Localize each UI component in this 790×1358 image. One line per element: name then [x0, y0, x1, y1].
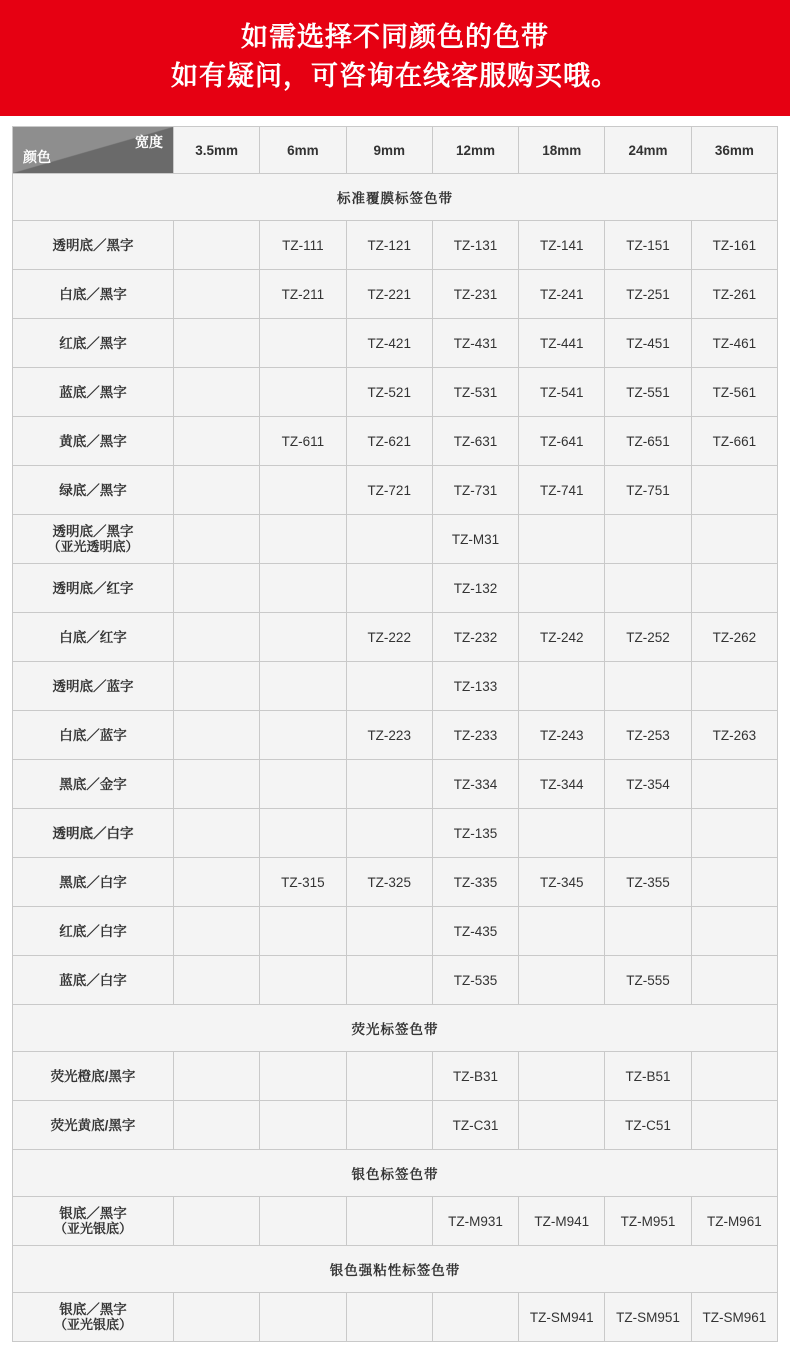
empty-cell: [519, 907, 605, 956]
empty-cell: [346, 809, 432, 858]
table-header-row: [13, 127, 778, 174]
empty-cell: [605, 809, 691, 858]
tape-model-code: TZ-651: [605, 417, 691, 466]
tape-model-code: TZ-252: [605, 613, 691, 662]
tape-model-code: TZ-451: [605, 319, 691, 368]
tape-color-swatch: [13, 270, 174, 319]
tape-color-sublabel: （亚光银底）: [53, 1220, 132, 1236]
tape-color-swatch: [13, 858, 174, 907]
tape-model-code: TZ-251: [605, 270, 691, 319]
section-header-row: [13, 174, 778, 221]
empty-cell: [260, 956, 346, 1005]
banner-line-2: 如有疑问，可咨询在线客服购买哦。: [171, 61, 619, 92]
tape-color-label: 绿底／黑字: [59, 482, 127, 498]
tape-color-swatch: [13, 221, 174, 270]
tape-color-swatch: [13, 466, 174, 515]
tape-model-code: TZ-223: [346, 711, 432, 760]
empty-cell: [346, 515, 432, 564]
empty-cell: [174, 662, 260, 711]
empty-cell: [691, 515, 777, 564]
empty-cell: [346, 1293, 432, 1342]
table-row: [13, 417, 778, 466]
tape-model-code: TZ-141: [519, 221, 605, 270]
tape-model-code: TZ-135: [432, 809, 518, 858]
column-header-size-2: 6mm: [260, 127, 346, 174]
tape-model-code: TZ-121: [346, 221, 432, 270]
empty-cell: [605, 662, 691, 711]
empty-cell: [519, 956, 605, 1005]
tape-model-code: TZ-M941: [519, 1197, 605, 1246]
empty-cell: [260, 564, 346, 613]
section-title-4: 银色强粘性标签色带: [13, 1246, 778, 1293]
corner-width-label: 宽度: [135, 134, 163, 151]
tape-model-code: TZ-132: [432, 564, 518, 613]
tape-model-code: TZ-231: [432, 270, 518, 319]
table-row: [13, 662, 778, 711]
tape-color-swatch: [13, 1101, 174, 1150]
tape-model-code: TZ-461: [691, 319, 777, 368]
promo-banner: [0, 0, 790, 116]
tape-model-code: TZ-M931: [432, 1197, 518, 1246]
empty-cell: [260, 1197, 346, 1246]
column-header-size-1: 3.5mm: [174, 127, 260, 174]
tape-model-code: TZ-B51: [605, 1052, 691, 1101]
empty-cell: [174, 760, 260, 809]
empty-cell: [519, 1052, 605, 1101]
empty-cell: [691, 956, 777, 1005]
empty-cell: [691, 1052, 777, 1101]
tape-model-code: TZ-263: [691, 711, 777, 760]
table-row: [13, 515, 778, 564]
tape-color-label: 红底／白字: [59, 923, 127, 939]
tape-model-code: TZ-535: [432, 956, 518, 1005]
tape-model-code: TZ-721: [346, 466, 432, 515]
tape-color-label: 红底／黑字: [59, 335, 127, 351]
table-row: [13, 466, 778, 515]
empty-cell: [605, 907, 691, 956]
section-title-3: 银色标签色带: [13, 1150, 778, 1197]
column-header-size-4: 12mm: [432, 127, 518, 174]
tape-model-code: TZ-M31: [432, 515, 518, 564]
empty-cell: [691, 858, 777, 907]
tape-model-code: TZ-M961: [691, 1197, 777, 1246]
tape-model-code: TZ-C31: [432, 1101, 518, 1150]
empty-cell: [519, 564, 605, 613]
tape-model-code: TZ-621: [346, 417, 432, 466]
tape-color-label: 透明底／黑字: [52, 237, 134, 253]
empty-cell: [260, 613, 346, 662]
column-header-size-7: 36mm: [691, 127, 777, 174]
tape-color-swatch: [13, 956, 174, 1005]
tape-color-sublabel: （亚光银底）: [53, 1316, 132, 1332]
banner-line-1: 如需选择不同颜色的色带: [241, 22, 549, 52]
tape-color-label: 蓝底／白字: [59, 972, 127, 988]
empty-cell: [174, 564, 260, 613]
section-header-row: [13, 1005, 778, 1052]
tape-color-label: 黄底／黑字: [59, 433, 127, 449]
table-row: [13, 711, 778, 760]
table-row: [13, 613, 778, 662]
tape-model-code: TZ-325: [346, 858, 432, 907]
tape-model-code: TZ-741: [519, 466, 605, 515]
tape-model-code: TZ-161: [691, 221, 777, 270]
empty-cell: [691, 1101, 777, 1150]
empty-cell: [691, 760, 777, 809]
column-header-size-3: 9mm: [346, 127, 432, 174]
column-header-size-6: 24mm: [605, 127, 691, 174]
empty-cell: [691, 662, 777, 711]
tape-model-code: TZ-631: [432, 417, 518, 466]
empty-cell: [691, 809, 777, 858]
empty-cell: [260, 760, 346, 809]
table-row: [13, 760, 778, 809]
empty-cell: [260, 1101, 346, 1150]
tape-model-code: TZ-555: [605, 956, 691, 1005]
table-row: [13, 270, 778, 319]
tape-model-code: TZ-151: [605, 221, 691, 270]
empty-cell: [260, 319, 346, 368]
table-corner-header: [13, 127, 174, 174]
tape-color-swatch: [13, 1052, 174, 1101]
tape-model-code: TZ-221: [346, 270, 432, 319]
corner-color-label: 颜色: [23, 149, 51, 166]
section-title-2: 荧光标签色带: [13, 1005, 778, 1052]
tape-color-swatch: [13, 1197, 174, 1246]
tape-color-sublabel: （亚光透明底）: [47, 538, 139, 554]
tape-color-swatch: [13, 417, 174, 466]
tape-model-code: TZ-731: [432, 466, 518, 515]
empty-cell: [260, 515, 346, 564]
empty-cell: [174, 1052, 260, 1101]
empty-cell: [260, 1293, 346, 1342]
empty-cell: [174, 1197, 260, 1246]
table-row: [13, 1293, 778, 1342]
table-row: [13, 564, 778, 613]
tape-model-code: TZ-421: [346, 319, 432, 368]
tape-model-code: TZ-242: [519, 613, 605, 662]
tape-color-swatch: [13, 613, 174, 662]
empty-cell: [346, 1101, 432, 1150]
tape-color-swatch: [13, 515, 174, 564]
tape-model-code: TZ-241: [519, 270, 605, 319]
tape-model-code: TZ-661: [691, 417, 777, 466]
tape-compatibility-table: [12, 126, 778, 1342]
tape-color-swatch: [13, 662, 174, 711]
empty-cell: [174, 515, 260, 564]
tape-color-label: 白底／黑字: [59, 286, 127, 302]
empty-cell: [519, 515, 605, 564]
tape-model-code: TZ-131: [432, 221, 518, 270]
empty-cell: [346, 1197, 432, 1246]
empty-cell: [174, 368, 260, 417]
tape-color-label: 蓝底／黑字: [59, 384, 127, 400]
tape-model-code: TZ-641: [519, 417, 605, 466]
empty-cell: [519, 662, 605, 711]
tape-model-code: TZ-531: [432, 368, 518, 417]
tape-model-code: TZ-335: [432, 858, 518, 907]
tape-model-code: TZ-611: [260, 417, 346, 466]
tape-model-code: TZ-233: [432, 711, 518, 760]
tape-color-swatch: [13, 564, 174, 613]
tape-model-code: TZ-345: [519, 858, 605, 907]
tape-model-code: TZ-261: [691, 270, 777, 319]
tape-color-swatch: [13, 711, 174, 760]
tape-model-code: TZ-561: [691, 368, 777, 417]
empty-cell: [174, 466, 260, 515]
empty-cell: [346, 1052, 432, 1101]
tape-model-code: TZ-SM951: [605, 1293, 691, 1342]
tape-color-label: 透明底／蓝字: [52, 678, 134, 694]
tape-model-code: TZ-M951: [605, 1197, 691, 1246]
tape-color-swatch: [13, 368, 174, 417]
table-row: [13, 956, 778, 1005]
empty-cell: [260, 466, 346, 515]
tape-model-code: TZ-SM961: [691, 1293, 777, 1342]
tape-model-code: TZ-211: [260, 270, 346, 319]
tape-model-code: TZ-B31: [432, 1052, 518, 1101]
empty-cell: [174, 711, 260, 760]
table-row: [13, 319, 778, 368]
empty-cell: [260, 809, 346, 858]
tape-color-label: 透明底／红字: [52, 580, 134, 596]
tape-model-code: TZ-222: [346, 613, 432, 662]
tape-model-code: TZ-551: [605, 368, 691, 417]
empty-cell: [346, 956, 432, 1005]
table-row: [13, 1101, 778, 1150]
column-header-size-5: 18mm: [519, 127, 605, 174]
empty-cell: [174, 613, 260, 662]
tape-model-code: TZ-232: [432, 613, 518, 662]
tape-color-swatch: [13, 907, 174, 956]
empty-cell: [260, 368, 346, 417]
tape-model-code: TZ-253: [605, 711, 691, 760]
empty-cell: [260, 907, 346, 956]
empty-cell: [260, 662, 346, 711]
tape-model-code: TZ-354: [605, 760, 691, 809]
table-row: [13, 858, 778, 907]
tape-table-wrapper: [0, 116, 790, 1358]
table-row: [13, 1052, 778, 1101]
section-title-1: 标准覆膜标签色带: [13, 174, 778, 221]
tape-model-code: TZ-262: [691, 613, 777, 662]
empty-cell: [346, 564, 432, 613]
empty-cell: [174, 417, 260, 466]
empty-cell: [174, 809, 260, 858]
tape-model-code: TZ-521: [346, 368, 432, 417]
tape-color-swatch: [13, 809, 174, 858]
empty-cell: [346, 662, 432, 711]
empty-cell: [519, 809, 605, 858]
tape-color-label: 银底／黑字: [59, 1302, 127, 1318]
tape-model-code: TZ-SM941: [519, 1293, 605, 1342]
tape-model-code: TZ-435: [432, 907, 518, 956]
tape-model-code: TZ-111: [260, 221, 346, 270]
section-header-row: [13, 1246, 778, 1293]
empty-cell: [174, 1293, 260, 1342]
empty-cell: [260, 711, 346, 760]
section-header-row: [13, 1150, 778, 1197]
tape-color-label: 透明底／黑字: [52, 524, 134, 540]
tape-color-label: 荧光黄底/黑字: [50, 1117, 136, 1133]
tape-color-label: 银底／黑字: [59, 1206, 127, 1222]
tape-model-code: TZ-344: [519, 760, 605, 809]
empty-cell: [174, 319, 260, 368]
empty-cell: [605, 515, 691, 564]
tape-color-label: 荧光橙底/黑字: [50, 1068, 136, 1084]
tape-model-code: TZ-751: [605, 466, 691, 515]
empty-cell: [174, 858, 260, 907]
empty-cell: [691, 564, 777, 613]
empty-cell: [519, 1101, 605, 1150]
tape-color-label: 白底／红字: [59, 629, 127, 645]
empty-cell: [605, 564, 691, 613]
tape-color-label: 透明底／白字: [52, 825, 134, 841]
empty-cell: [432, 1293, 518, 1342]
tape-model-code: TZ-315: [260, 858, 346, 907]
tape-color-label: 黑底／金字: [59, 776, 127, 792]
tape-color-swatch: [13, 760, 174, 809]
table-row: [13, 1197, 778, 1246]
empty-cell: [174, 1101, 260, 1150]
tape-model-code: TZ-355: [605, 858, 691, 907]
tape-model-code: TZ-431: [432, 319, 518, 368]
empty-cell: [174, 221, 260, 270]
tape-model-code: TZ-334: [432, 760, 518, 809]
table-row: [13, 221, 778, 270]
empty-cell: [346, 760, 432, 809]
empty-cell: [174, 956, 260, 1005]
table-row: [13, 809, 778, 858]
tape-model-code: TZ-441: [519, 319, 605, 368]
tape-model-code: TZ-243: [519, 711, 605, 760]
empty-cell: [174, 907, 260, 956]
tape-color-swatch: [13, 1293, 174, 1342]
empty-cell: [174, 270, 260, 319]
empty-cell: [346, 907, 432, 956]
empty-cell: [691, 466, 777, 515]
table-row: [13, 368, 778, 417]
tape-model-code: TZ-133: [432, 662, 518, 711]
empty-cell: [260, 1052, 346, 1101]
table-row: [13, 907, 778, 956]
tape-color-label: 白底／蓝字: [59, 727, 127, 743]
tape-color-swatch: [13, 319, 174, 368]
tape-model-code: TZ-C51: [605, 1101, 691, 1150]
tape-color-label: 黑底／白字: [59, 874, 127, 890]
empty-cell: [691, 907, 777, 956]
tape-model-code: TZ-541: [519, 368, 605, 417]
